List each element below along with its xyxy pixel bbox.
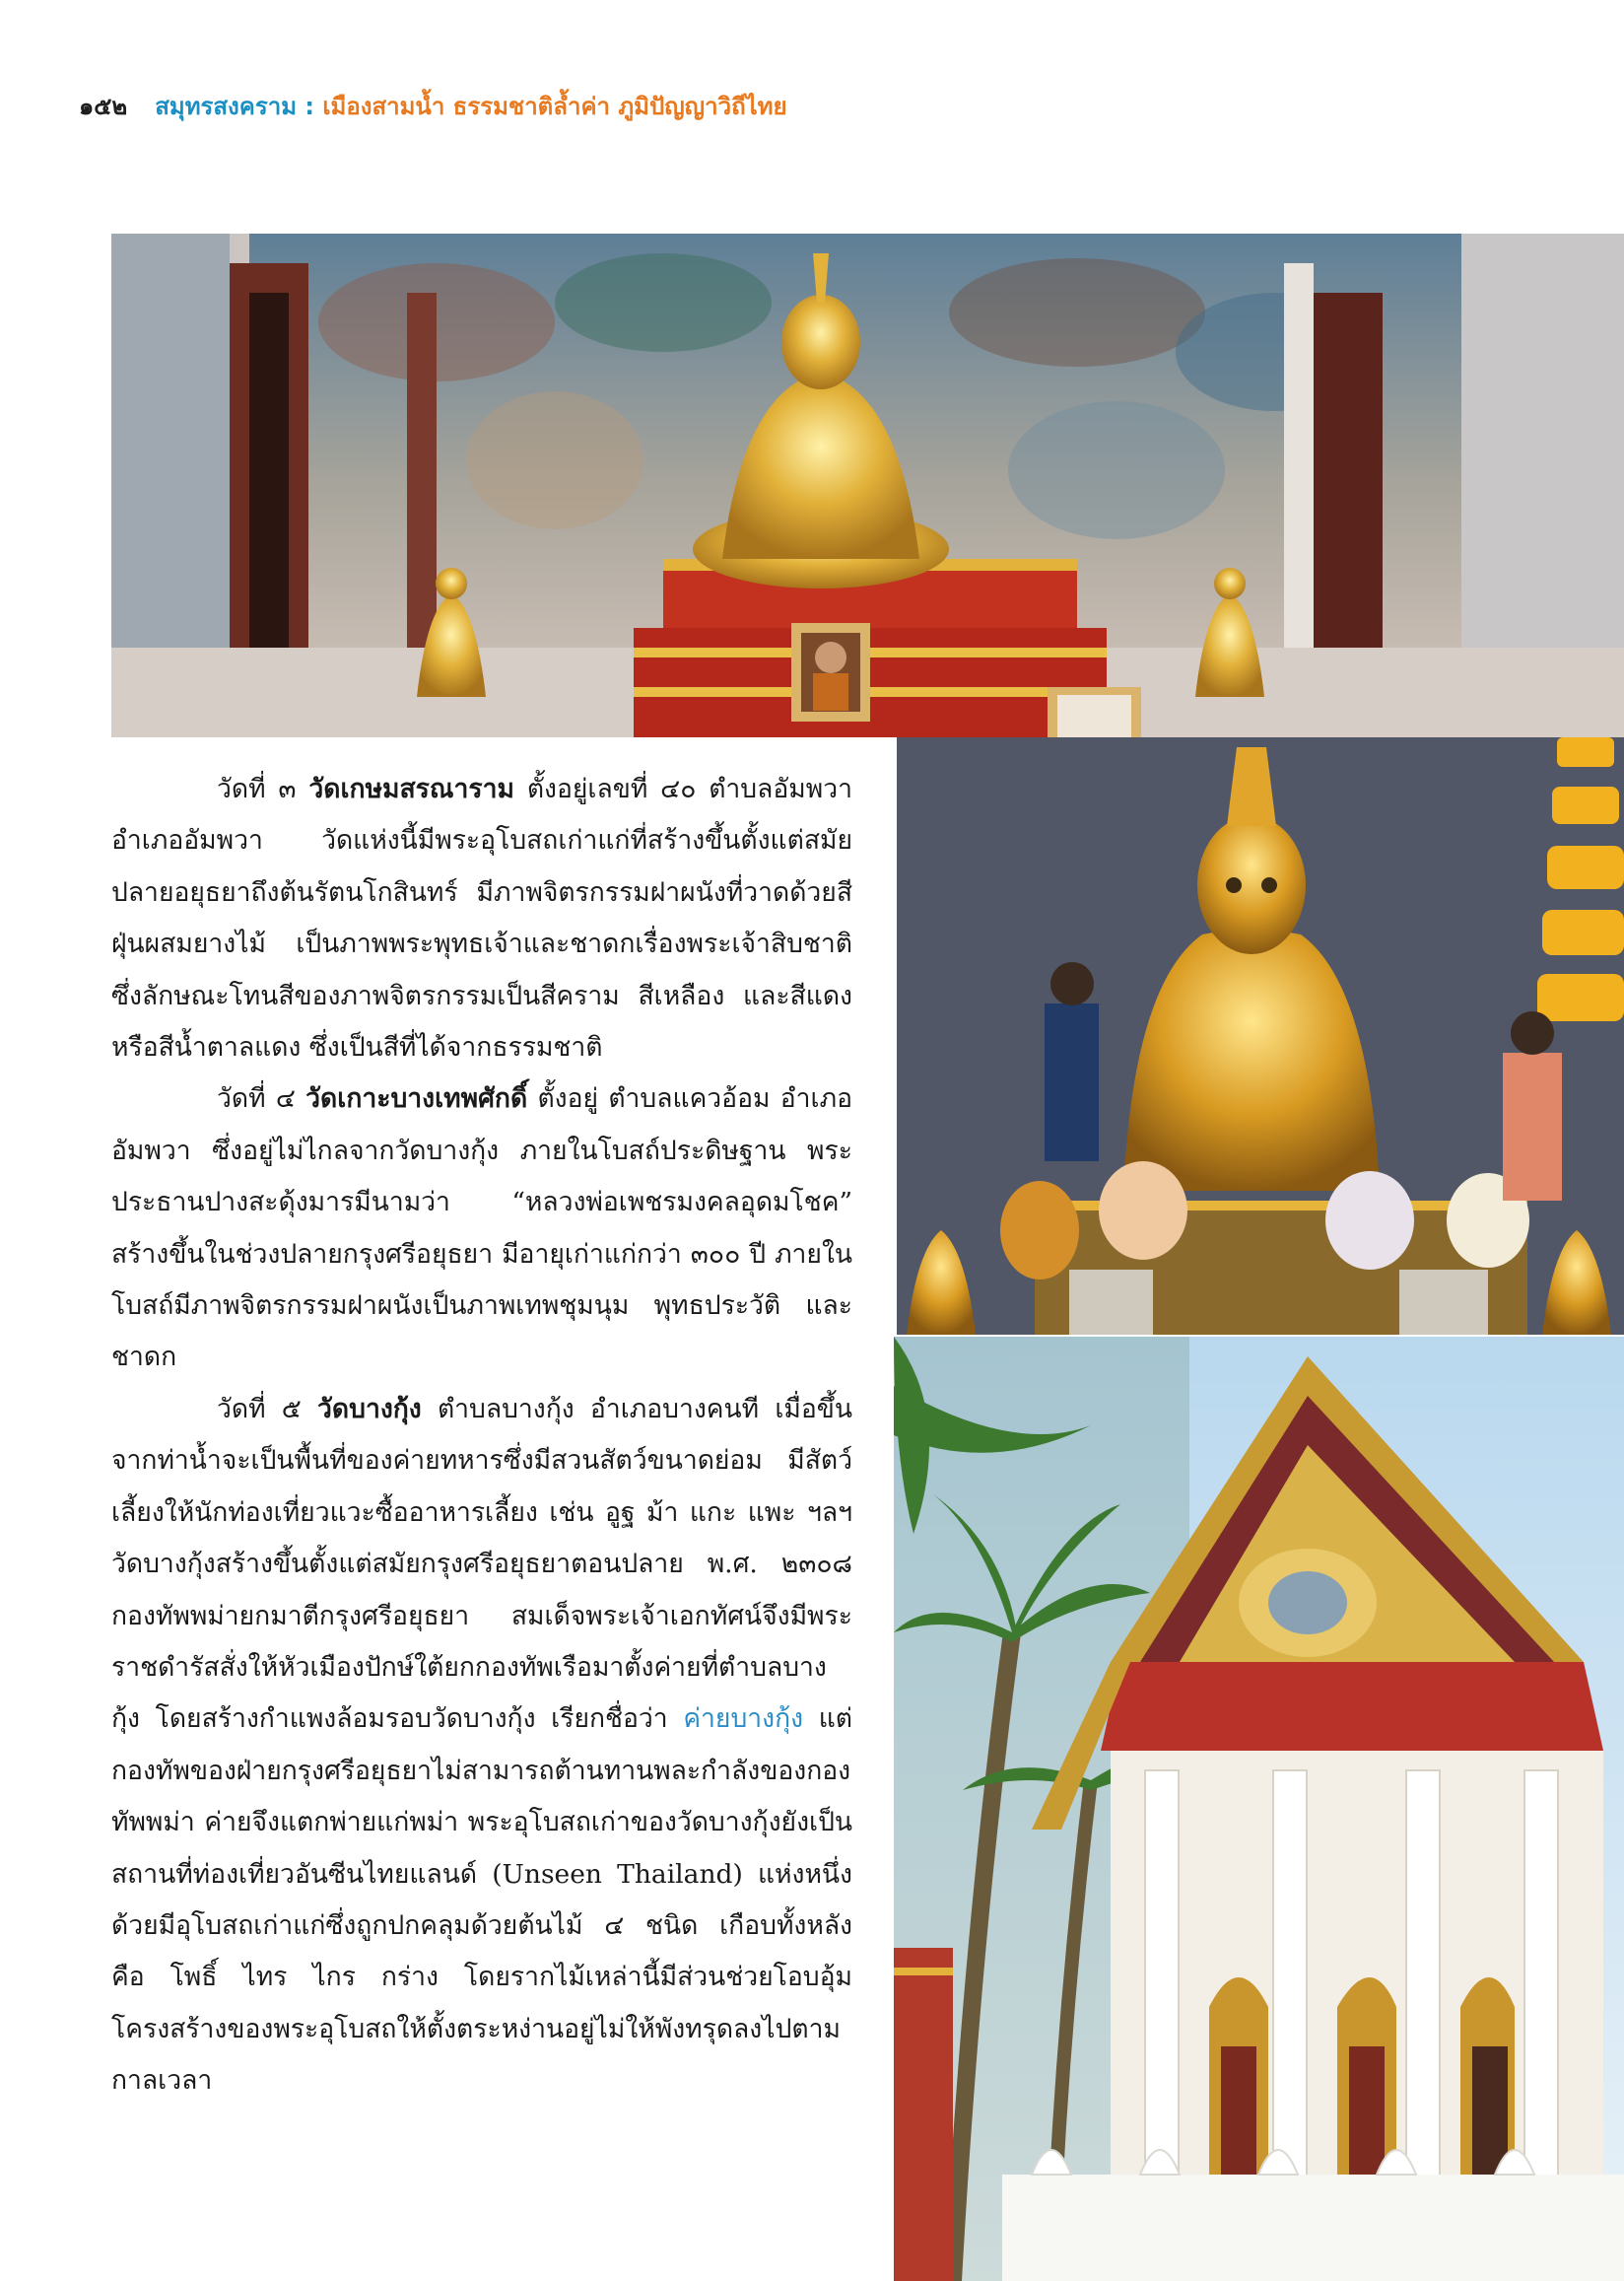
golden-buddha-photo (897, 737, 1624, 1335)
paragraph-text: ตั้งอยู่ ตำบลแควอ้อม อำเภออัมพวา ซึ่งอยู่ไม่ไกลจากวัดบางกุ้ง ภายในโบสถ์ประดิษฐาน พระประธานปางสะดุ้งมารมีนามว่า “หลวงพ่อเพชรมงคลอุดมโชค” สร้างขึ้นในช่วงปลายกรุงศรีอยุธยา มีอายุเก่าแก่กว่า ๓๐๐ ปี ภายในโบสถ์มีภาพจิตรกรรมฝาผนังเป็นภาพเทพชุมนุม พุทธประวัติ และชาดก (111, 1083, 852, 1373)
paragraph-lead: วัดที่ ๕ (217, 1393, 318, 1424)
paragraph-wat-ko-bang-thep (111, 1073, 852, 1383)
paragraph-text: ตั้งอยู่เลขที่ ๔๐ ตำบลอัมพวา อำเภออัมพวา วัดแห่งนี้มีพระอุโบสถเก่าแก่ที่สร้างขึ้นตั้งแต่สมัยปลายอยุธยาถึงต้นรัตนโกสินทร์ มีภาพจิตรกรรมฝาผนังที่วาดด้วยสีฝุ่นผสมยางไม้ เป็นภาพพระพุทธเจ้าและชาดกเรื่องพระเจ้าสิบชาติ ซึ่งลักษณะโทนสีของภาพจิตรกรรมเป็นสีคราม สีเหลือง และสีแดง หรือสีน้ำตาลแดง ซึ่งเป็นสีที่ได้จากธรรมชาติ (111, 774, 852, 1064)
temple-name-kasem: วัดเกษมสรณาราม (308, 774, 514, 804)
temple-name-bang-kung: วัดบางกุ้ง (317, 1393, 422, 1424)
paragraph-wat-kasem (111, 764, 852, 1073)
book-title-subtitle: เมืองสามน้ำ ธรรมชาติล้ำค่า ภูมิปัญญาวิถีไทย (322, 93, 787, 120)
temple-name-ko-bang-thep: วัดเกาะบางเทพศักดิ์ (305, 1083, 528, 1115)
paragraph-text: ตำบลบางกุ้ง อำเภอบางคนที เมื่อขึ้นจากท่าน้ำจะเป็นพื้นที่ของค่ายทหารซึ่งมีสวนสัตว์ขนาดย่อม มีสัตว์เลี้ยงให้นักท่องเที่ยวแวะซื้ออาหารเลี้ยง เช่น อูฐ ม้า แกะ แพะ ฯลฯ วัดบางกุ้งสร้างขึ้นตั้งแต่สมัยกรุงศรีอยุธยาตอนปลาย พ.ศ. ๒๓๐๘ กองทัพพม่ายกมาตีกรุงศรีอยุธยา สมเด็จพระเจ้าเอกทัศน์จึงมีพระราชดำรัสสั่งให้หัวเมืองปักษ์ใต้ยกกองทัพเรือมาตั้งค่ายที่ตำบลบางกุ้ง โดยสร้างกำแพงล้อมรอบวัดบางกุ้ง เรียกชื่อว่า (111, 1393, 852, 1735)
temple-interior-photo (111, 234, 1624, 737)
book-title-province: สมุทรสงคราม : (155, 93, 323, 120)
paragraph-text: แต่กองทัพของฝ่ายกรุงศรีอยุธยาไม่สามารถต้านทานพละกำลังของกองทัพพม่า ค่ายจึงแตกพ่ายแก่พม่า พระอุโบสถเก่าของวัดบางกุ้งยังเป็นสถานที่ท่องเที่ยวอันซีนไทยแลนด์ (Unseen Thailand) แห่งหนึ่ง ด้วยมีอุโบสถเก่าแก่ซึ่งถูกปกคลุมด้วยต้นไม้ ๔ ชนิด เกือบทั้งหลัง คือ โพธิ์ ไทร ไกร กร่าง โดยรากไม้เหล่านี้มีส่วนช่วยโอบอุ้มโครงสร้างของพระอุโบสถให้ตั้งตระหง่านอยู่ไม่ให้พังทรุดลงไปตามกาลเวลา (111, 1703, 852, 2097)
ordination-hall-photo (894, 1337, 1624, 2281)
page-number: ๑๕๒ (79, 93, 128, 120)
article-body (111, 764, 852, 2108)
paragraph-lead: วัดที่ ๓ (217, 774, 309, 804)
paragraph-wat-bang-kung (111, 1384, 852, 2108)
paragraph-lead: วัดที่ ๔ (217, 1083, 306, 1115)
highlight-camp-bang-kung: ค่ายบางกุ้ง (683, 1703, 804, 1735)
running-header (79, 87, 787, 125)
